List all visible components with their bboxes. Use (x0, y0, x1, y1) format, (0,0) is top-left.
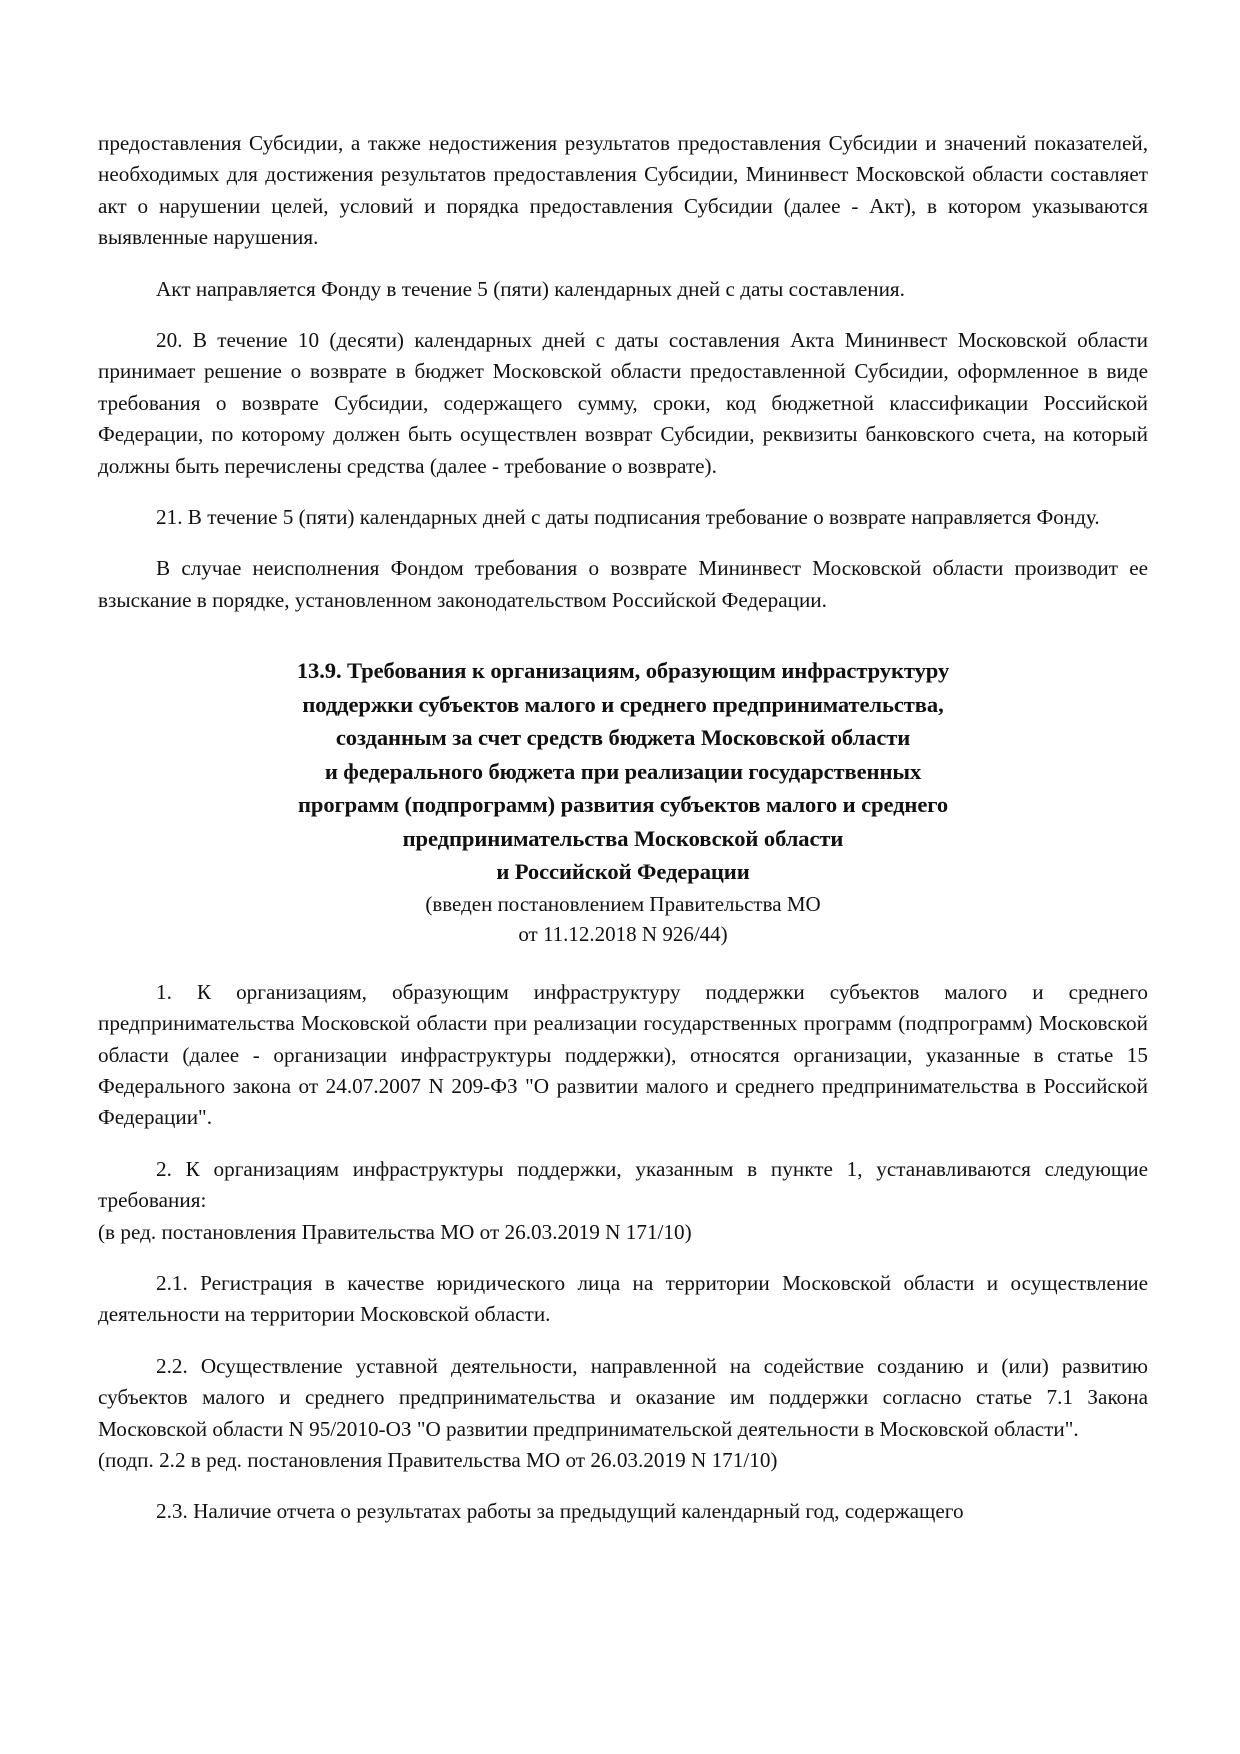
heading-line-6: предпринимательства Московской области (402, 825, 844, 851)
paragraph-item-2-amendment-ref: (в ред. постановления Правительства МО от 26.03.2019 N 171/10) (98, 1219, 692, 1244)
heading-line-1: 13.9. Требования к организациям, образующим инфраструктуру (296, 658, 950, 684)
paragraph-enforcement: В случае неисполнения Фондом требования о возврате Мининвест Московской области производит ее взыскание в порядке, установленном законодательством Российской Федерации. (98, 556, 1148, 612)
heading-line-7: и Российской Федерации (496, 859, 750, 885)
paragraph-act-delivery: Акт направляется Фонду в течение 5 (пяти) календарных дней с даты составления. (156, 276, 905, 301)
paragraph-item-2-1: 2.1. Регистрация в качестве юридического лица на территории Московской области и осуществление деятельности на территории Московской области. (98, 1271, 1148, 1327)
paragraph-item-2-2: 2.2. Осуществление уставной деятельности, направленной на содействие созданию и (или) развитию субъектов малого и среднего предпринимательства и оказание им поддержки согласно статье 7.1 Закона Московской области N 95/2010-ОЗ "О развитии предпринимательской деятельности в Московской области". (98, 1353, 1148, 1441)
paragraph-item-2: 2. К организациям инфраструктуры поддержки, указанным в пункте 1, устанавливаются следующие требования: (98, 1156, 1148, 1213)
paragraph-item-21: 21. В течение 5 (пяти) календарных дней с даты подписания требование о возврате направляется Фонду. (156, 505, 1100, 530)
paragraph-item-2-2-amendment-ref: (подп. 2.2 в ред. постановления Правительства МО от 26.03.2019 N 171/10) (98, 1448, 778, 1473)
paragraph-item-1: 1. К организациям, образующим инфраструктуру поддержки субъектов малого и среднего предпринимательства Московской области при реализации государственных программ (подпрограмм) Московской области (далее - организации инфраструктуры поддержки), относятся организации, указанные в статье 15 Федерального закона от 24.07.2007 N 209-ФЗ "О развитии малого и среднего предпринимательства в Российской Федерации". (98, 979, 1148, 1130)
section-heading-13-9 (98, 654, 1148, 949)
heading-subtitle-line-1: (введен постановлением Правительства МО (425, 891, 821, 916)
heading-line-4: и федерального бюджета при реализации государственных (324, 758, 922, 784)
heading-line-5: программ (подпрограмм) развития субъектов малого и среднего (297, 792, 949, 818)
heading-line-3: созданным за счет средств бюджета Московской области (335, 725, 911, 751)
paragraph-item-2-3: 2.3. Наличие отчета о результатах работы за предыдущий календарный год, содержащего (156, 1499, 964, 1524)
paragraph-item-20: 20. В течение 10 (десяти) календарных дней с даты составления Акта Мининвест Московской области принимает решение о возврате в бюджет Московской области предоставленной Субсидии, оформленное в виде требования о возврате Субсидии, содержащего сумму, сроки, код бюджетной классификации Российской Федерации, по которому должен быть осуществлен возврат Субсидии, реквизиты банковского счета, на который должны быть перечислены средства (далее - требование о возврате). (98, 328, 1148, 478)
paragraph-continued-subsidy: предоставления Субсидии, а также недостижения результатов предоставления Субсидии и значений показателей, необходимых для достижения результатов предоставления Субсидии, Мининвест Московской области составляет акт о нарушении целей, условий и порядка предоставления Субсидии (далее - Акт), в котором указываются выявленные нарушения. (98, 131, 1148, 250)
heading-subtitle-line-2: от 11.12.2018 N 926/44) (518, 921, 728, 946)
heading-line-2: поддержки субъектов малого и среднего предпринимательства, (302, 691, 944, 717)
